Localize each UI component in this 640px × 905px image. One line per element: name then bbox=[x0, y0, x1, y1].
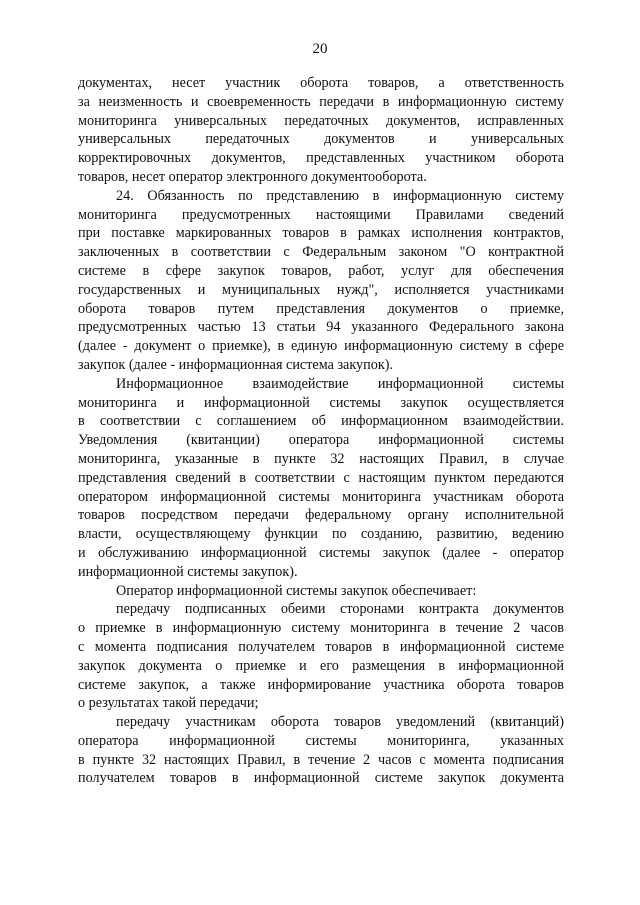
text-line: предусмотренных частью 13 статьи 94 указанного Федерального закона bbox=[78, 319, 564, 336]
text-line: получателем товаров в информационной системе закупок документа bbox=[78, 770, 564, 787]
text-line: заключенных в соответствии с Федеральным законом "О контрактной bbox=[78, 244, 564, 261]
text-line: мониторинга, указанные в пункте 32 настоящих Правил, в случае bbox=[78, 450, 564, 467]
text-line: в соответствии с соглашением об информационном взаимодействии. bbox=[78, 413, 564, 430]
text-line: власти, осуществляющему функции по созданию, развитию, ведению bbox=[78, 526, 564, 543]
text-line: мониторинга предусмотренных настоящими Правилами сведений bbox=[78, 206, 564, 223]
text-line: закупок документа о приемке и его размещения в информационной bbox=[78, 657, 564, 674]
text-line: закупок (далее - информационная система закупок). bbox=[78, 356, 393, 373]
text-line: в пункте 32 настоящих Правил, в течение 2 часов с момента подписания bbox=[78, 751, 564, 768]
text-line: системе в сфере закупок товаров, работ, услуг для обеспечения bbox=[78, 262, 564, 279]
page-number: 20 bbox=[312, 41, 328, 57]
text-line: документах, несет участник оборота товаров, а ответственность bbox=[78, 75, 564, 91]
text-line: универсальных передаточных документов и универсальных bbox=[78, 131, 564, 148]
text-line: товаров, несет оператор электронного документооборота. bbox=[78, 168, 427, 185]
text-line: оборота товаров путем представления документов о приемке, bbox=[78, 300, 564, 317]
text-line: корректировочных документов, представленных участником оборота bbox=[78, 150, 564, 167]
text-line: о приемке в информационную систему мониторинга в течение 2 часов bbox=[78, 620, 564, 637]
text-line: передачу участникам оборота товаров уведомлений (квитанций) bbox=[116, 714, 564, 731]
text-line: Оператор информационной системы закупок обеспечивает: bbox=[116, 582, 477, 599]
text-line: при поставке маркированных товаров в рамках исполнения контрактов, bbox=[78, 225, 564, 242]
text-line: и обслуживанию информационной системы закупок (далее - оператор bbox=[78, 544, 564, 561]
text-line: за неизменность и своевременность передачи в информационную систему bbox=[78, 93, 564, 110]
text-line: государственных и муниципальных нужд", исполняется участниками bbox=[78, 281, 564, 298]
text-line: системе закупок, а также информирование участника оборота товаров bbox=[78, 676, 564, 693]
text-line: оператором информационной системы мониторинга участникам оборота bbox=[78, 488, 564, 505]
text-line: с момента подписания получателем товаров в информационной системе bbox=[78, 638, 564, 655]
text-line: о результатах такой передачи; bbox=[78, 695, 259, 712]
text-line: передачу подписанных обеими сторонами контракта документов bbox=[116, 601, 564, 618]
text-line: 24. Обязанность по представлению в информационную систему bbox=[116, 187, 564, 204]
text-line: Информационное взаимодействие информационной системы bbox=[116, 375, 564, 392]
text-line: мониторинга универсальных передаточных документов, исправленных bbox=[78, 112, 564, 129]
text-line: оператора информационной системы мониторинга, указанных bbox=[78, 732, 564, 749]
text-line: Уведомления (квитанции) оператора информационной системы bbox=[78, 432, 564, 449]
text-line: информационной системы закупок). bbox=[78, 563, 298, 580]
text-line: представления сведений в соответствии с настоящим пунктом передаются bbox=[78, 469, 564, 486]
body-text bbox=[78, 74, 564, 788]
text-line: (далее - документ о приемке), в единую информационную систему в сфере bbox=[78, 338, 564, 355]
text-line: мониторинга и информационной системы закупок осуществляется bbox=[78, 394, 564, 411]
text-line: товаров посредством передачи федеральному органу исполнительной bbox=[78, 507, 564, 524]
